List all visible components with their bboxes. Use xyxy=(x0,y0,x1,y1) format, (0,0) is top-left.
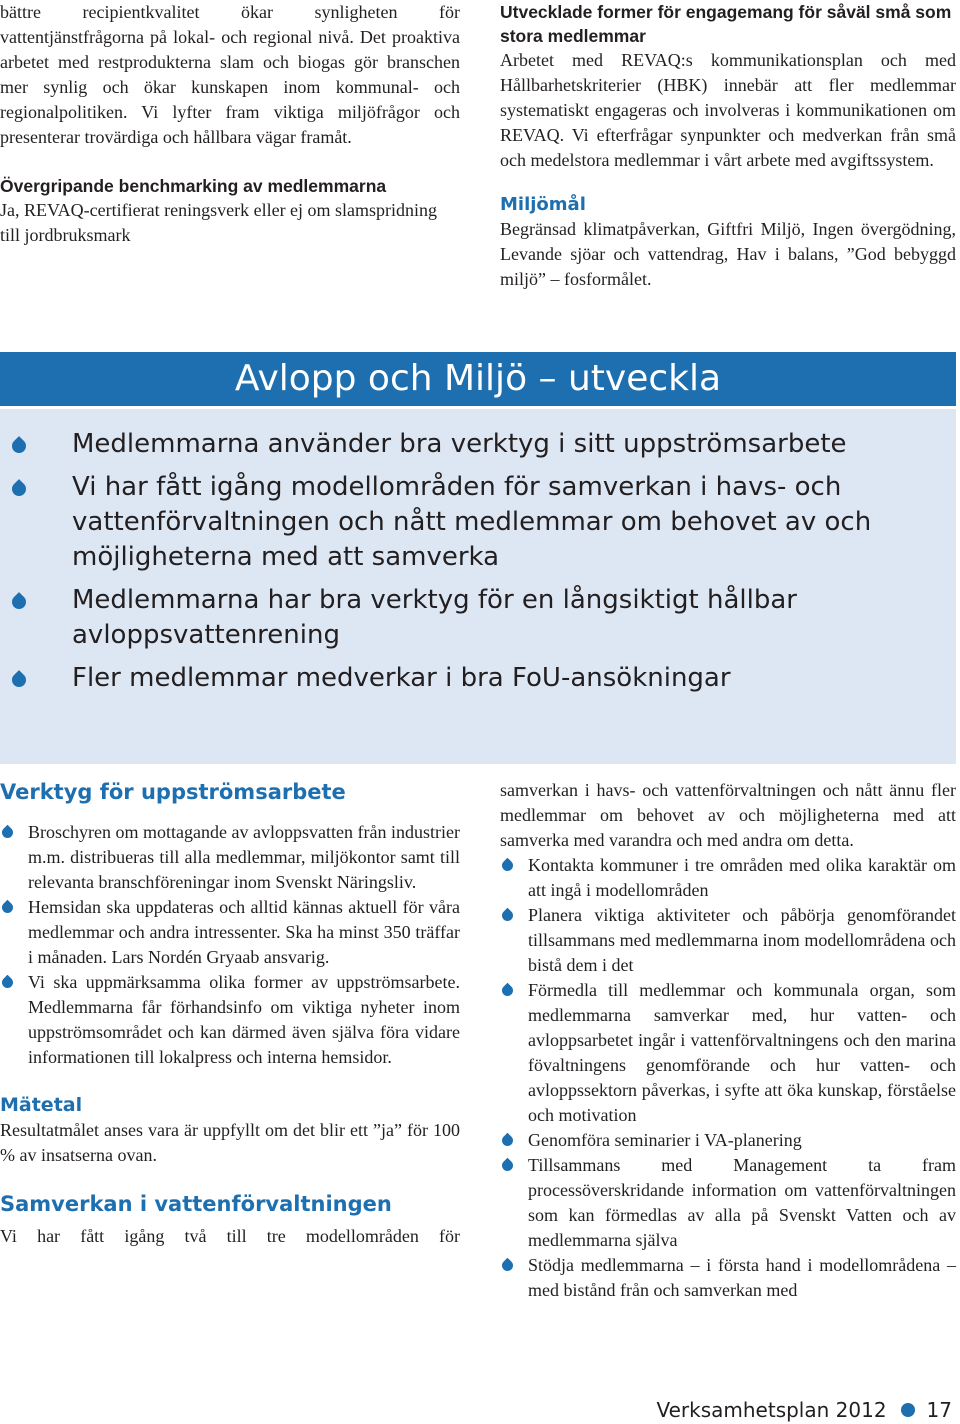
section-banner: Avlopp och Miljö – utveckla xyxy=(0,352,956,406)
list-item: Vi ska uppmärksamma olika former av uppströmsarbete. Medlemmarna får förhandsinfo om viktiga nyheter inom uppströmsområdet och kan därmed även själva föra vidare informationen till lokalpress och interna hemsidor. xyxy=(0,970,460,1070)
engagement-text: Arbetet med REVAQ:s kommunikationsplan och med Hållbarhetskriterier (HBK) innebär att fler medlemmar systematiskt engageras och involveras i kommunikationen om REVAQ. Vi efterfrågar synpunkter och medverkan från små och medelstora medlemmar i vårt arbete med avgiftssystem. xyxy=(500,50,956,170)
collaboration-column xyxy=(500,778,956,1303)
water-drop-icon xyxy=(0,975,15,991)
page-number: 17 xyxy=(926,1398,952,1422)
water-drop-icon xyxy=(500,858,516,874)
list-item: Förmedla till medlemmar och kommunala organ, som medlemmarna samverkar med, hur vatten- och avloppsarbetet ingår i vattenförvaltningens och den marina fövaltningens genomförande och hur vatten- och avloppssektorn påverkas, i syfte att öka kunskap, förståelse och motivation xyxy=(500,978,956,1128)
water-drop-icon xyxy=(0,900,15,916)
collaboration-list xyxy=(500,853,956,1303)
footer-dot-icon xyxy=(901,1403,915,1417)
tools-heading: Verktyg för uppströmsarbete xyxy=(0,780,346,804)
page-footer xyxy=(656,1397,952,1423)
tools-column xyxy=(0,778,460,1249)
water-drop-icon xyxy=(9,436,29,456)
metric-heading: Mätetal xyxy=(0,1094,83,1116)
water-drop-icon xyxy=(9,592,29,612)
tools-list xyxy=(0,820,460,1070)
water-drop-icon xyxy=(500,983,516,999)
list-item: Tillsammans med Management ta fram processöverskridande information om vattenförvaltningen som kan förmedlas av alla på Svenskt Vatten och av medlemmarna själva xyxy=(500,1153,956,1253)
list-item: Stödja medlemmarna – i första hand i modellområdena – med bistånd från och samverkan med xyxy=(500,1253,956,1303)
goal-item: Vi har fått igång modellområden för samverkan i havs- och vattenförvaltningen och nått medlemmar om behovet av och möjligheterna med att samverka xyxy=(0,470,930,575)
engagement-heading: Utvecklade former för engagemang för såväl små som stora medlemmar xyxy=(500,2,952,46)
collaboration-continuation: samverkan i havs- och vattenförvaltningen och nått ännu fler medlemmar om behovet av och möjligheterna med att samverka med varandra och med andra om detta. xyxy=(500,780,956,850)
water-drop-icon xyxy=(500,1158,516,1174)
goal-item: Fler medlemmar medverkar i bra FoU-ansökningar xyxy=(0,661,930,696)
water-drop-icon xyxy=(500,1133,516,1149)
benchmarking-text: Ja, REVAQ-certifierat reningsverk eller ej om slamspridning till jordbruksmark xyxy=(0,200,438,245)
intro-column xyxy=(0,0,460,248)
environment-goal-heading: Miljömål xyxy=(500,194,586,215)
benchmarking-heading: Övergripande benchmarking av medlemmarna xyxy=(0,176,387,196)
metric-text: Resultatmålet anses vara är uppfyllt om det blir ett ”ja” för 100 % av insatserna ovan. xyxy=(0,1120,460,1165)
document-title: Verksamhetsplan 2012 xyxy=(656,1398,887,1422)
list-item: Kontakta kommuner i tre områden med olika karaktär om att ingå i modellområden xyxy=(500,853,956,903)
list-item: Hemsidan ska uppdateras och alltid kännas aktuell för våra medlemmar och andra intressenter. Ska ha minst 350 träffar i månaden. Lars Nordén Gryaab ansvarig. xyxy=(0,895,460,970)
collaboration-text: Vi har fått igång två till tre modellområden för xyxy=(0,1226,460,1246)
list-item: Broschyren om mottagande av avloppsvatten från industrier m.m. distribueras till alla medlemmar, miljökontor samt till relevanta branschföreningar inom Svenskt Näringsliv. xyxy=(0,820,460,895)
water-drop-icon xyxy=(500,908,516,924)
water-drop-icon xyxy=(0,825,15,841)
goal-item: Medlemmarna har bra verktyg för en långsiktigt hållbar avloppsvattenrening xyxy=(0,583,930,653)
water-drop-icon xyxy=(9,479,29,499)
goal-item: Medlemmarna använder bra verktyg i sitt uppströmsarbete xyxy=(0,427,930,462)
list-item: Genomföra seminarier i VA-planering xyxy=(500,1128,956,1153)
environment-goal-text: Begränsad klimatpåverkan, Giftfri Miljö, Ingen övergödning, Levande sjöar och vattendrag, Hav i balans, ”God bebyggd miljö” – fosformålet. xyxy=(500,219,956,289)
engagement-column xyxy=(500,0,956,292)
collaboration-heading: Samverkan i vattenförvaltningen xyxy=(0,1192,392,1216)
water-drop-icon xyxy=(500,1258,516,1274)
goals-panel xyxy=(0,409,956,764)
water-drop-icon xyxy=(9,670,29,690)
intro-paragraph: bättre recipientkvalitet ökar synligheten för vattentjänstfrågorna på lokal- och regional nivå. Det proaktiva arbetet med restprodukterna slam och biogas gör branschen mer synlig och ökar kunskapen inom kommunal- och regionalpolitiken. Vi lyfter fram viktiga miljöfrågor och presenterar trovärdiga och hållbara vägar framåt. xyxy=(0,2,460,147)
goals-list xyxy=(0,427,930,704)
list-item: Planera viktiga aktiviteter och påbörja genomförandet tillsammans med medlemmarna inom modellområdena och bistå dem i det xyxy=(500,903,956,978)
